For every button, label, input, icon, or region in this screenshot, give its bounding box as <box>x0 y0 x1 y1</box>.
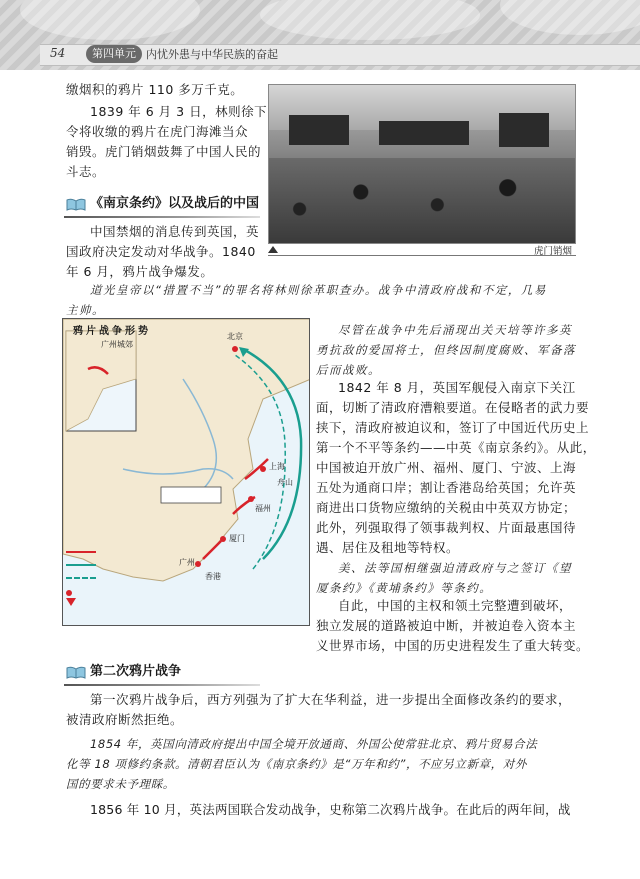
paragraph-line: 令将收缴的鸦片在虎门海滩当众 <box>66 124 249 139</box>
paragraph-line: 商进出口货物应缴纳的关税由中英双方协定； <box>316 500 577 515</box>
note-line: 尽管在战争中先后涌现出关天培等许多英 <box>338 323 572 337</box>
photo-building <box>289 115 349 145</box>
page-number: 54 <box>50 46 66 60</box>
legend-return-route <box>66 577 96 588</box>
note-line: 厦条约》《黄埔条约》等条约。 <box>316 581 493 595</box>
unit-title: 内忧外患与中华民族的奋起 <box>146 48 278 61</box>
map-label-guangzhou: 广州 <box>179 558 195 567</box>
photo-crowd <box>269 158 575 243</box>
paragraph-line: 五处为通商口岸；割让香港岛给英国；允许英 <box>316 480 577 495</box>
map-label-xiamen: 厦门 <box>229 534 245 543</box>
paragraph-line: 义世界市场，中国的历史进程发生了重大转变。 <box>316 638 590 653</box>
map-label-guangzhou-inset: 广州城郊 <box>101 340 133 349</box>
note-line: 后而战败。 <box>316 363 381 377</box>
photo-caption: 虎门销烟 <box>533 246 572 257</box>
paragraph-line: 年 6 月，鸦片战争爆发。 <box>66 264 214 279</box>
map-label-fuzhou: 福州 <box>255 504 271 513</box>
photo-building <box>379 121 469 145</box>
map-legend <box>66 547 96 625</box>
note-line: 国的要求未予理睬。 <box>66 777 175 791</box>
paragraph-line: 中国被迫开放广州、福州、厦门、宁波、上海 <box>316 460 577 475</box>
paragraph-line: 1842 年 8 月，英国军舰侵入南京下关江 <box>338 380 576 395</box>
section-title-second-war: 第二次鸦片战争 <box>64 662 260 682</box>
photo-caption-bar <box>268 244 576 256</box>
triangle-icon <box>268 246 278 253</box>
paragraph-line: 面，切断了清政府漕粮要道。在侵略者的武力要 <box>316 400 590 415</box>
header-cloud-pattern <box>20 0 200 40</box>
paragraph-line: 销毁。虎门销烟鼓舞了中国人民的 <box>66 144 262 159</box>
photo-building <box>499 113 549 147</box>
map-title: 鸦片战争形势 <box>73 326 151 337</box>
paragraph-line: 1839 年 6 月 3 日，林则徐下 <box>90 104 268 119</box>
section-title-nanjing: 《南京条约》以及战后的中国 <box>64 194 260 214</box>
map-label-shanghai: 上海 <box>269 462 285 471</box>
paragraph-line: 被清政府断然拒绝。 <box>66 712 184 727</box>
paragraph: 缴烟积的鸦片 110 多万千克。 <box>66 82 244 97</box>
header-cloud-pattern <box>500 0 640 35</box>
book-icon <box>66 665 86 679</box>
paragraph-line: 第一个不平等条约——中英《南京条约》。从此， <box>316 440 596 455</box>
legend-fleet-route <box>66 564 96 575</box>
paragraph-line: 遇、居住及租地等特权。 <box>316 540 460 555</box>
header-cloud-pattern <box>260 0 480 40</box>
note-line: 美、法等国相继强迫清政府与之签订《望 <box>338 561 572 575</box>
book-icon <box>66 197 86 211</box>
note-line: 1854 年，英国向清政府提出中国全境开放通商、外国公使常驻北京、鸦片贸易合法 <box>90 737 538 751</box>
legend-attack-route <box>66 551 96 562</box>
paragraph-line: 挟下，清政府被迫议和，签订了中国近代历史上 <box>316 420 590 435</box>
map-label-zhoushan: 舟山 <box>277 478 293 487</box>
paragraph-line: 中国禁烟的消息传到英国，英 <box>90 224 260 239</box>
paragraph-line: 独立发展的道路被迫中断，并被迫卷入资本主 <box>316 618 577 633</box>
note-line: 化等 18 项修约条款。清朝君臣认为《南京条约》是“万年和约”，不应另立新章，对外 <box>66 757 527 771</box>
paragraph-line: 国政府决定发动对华战争。1840 <box>66 244 256 259</box>
note-line: 勇抗敌的爱国将士，但终因制度腐败、军备落 <box>316 343 576 357</box>
opium-war-map <box>62 318 310 626</box>
legend-city-marker <box>66 590 72 596</box>
paragraph-line: 第一次鸦片战争后，西方列强为了扩大在华利益，进一步提出全面修改条约的要求， <box>90 692 572 707</box>
note-line: 道光皇帝以“措置不当”的罪名将林则徐革职查办。战争中清政府战和不定，几易 <box>90 283 547 297</box>
page-header <box>0 0 640 70</box>
paragraph-line: 此外，列强取得了领事裁判权、片面最惠国待 <box>316 520 577 535</box>
map-label-beijing: 北京 <box>227 332 243 341</box>
map-graphic <box>63 319 310 626</box>
paragraph-line: 1856 年 10 月，英法两国联合发动战争，史称第二次鸦片战争。在此后的两年间，战 <box>90 802 571 817</box>
paragraph-line: 斗志。 <box>66 164 106 179</box>
paragraph-line: 自此，中国的主权和领土完整遭到破坏， <box>338 598 573 613</box>
flag-icon <box>66 598 76 606</box>
unit-badge: 第四单元 <box>86 45 142 63</box>
map-label-hongkong: 香港 <box>205 572 221 581</box>
humen-photo <box>268 84 576 244</box>
note-line: 主帅。 <box>66 303 105 317</box>
